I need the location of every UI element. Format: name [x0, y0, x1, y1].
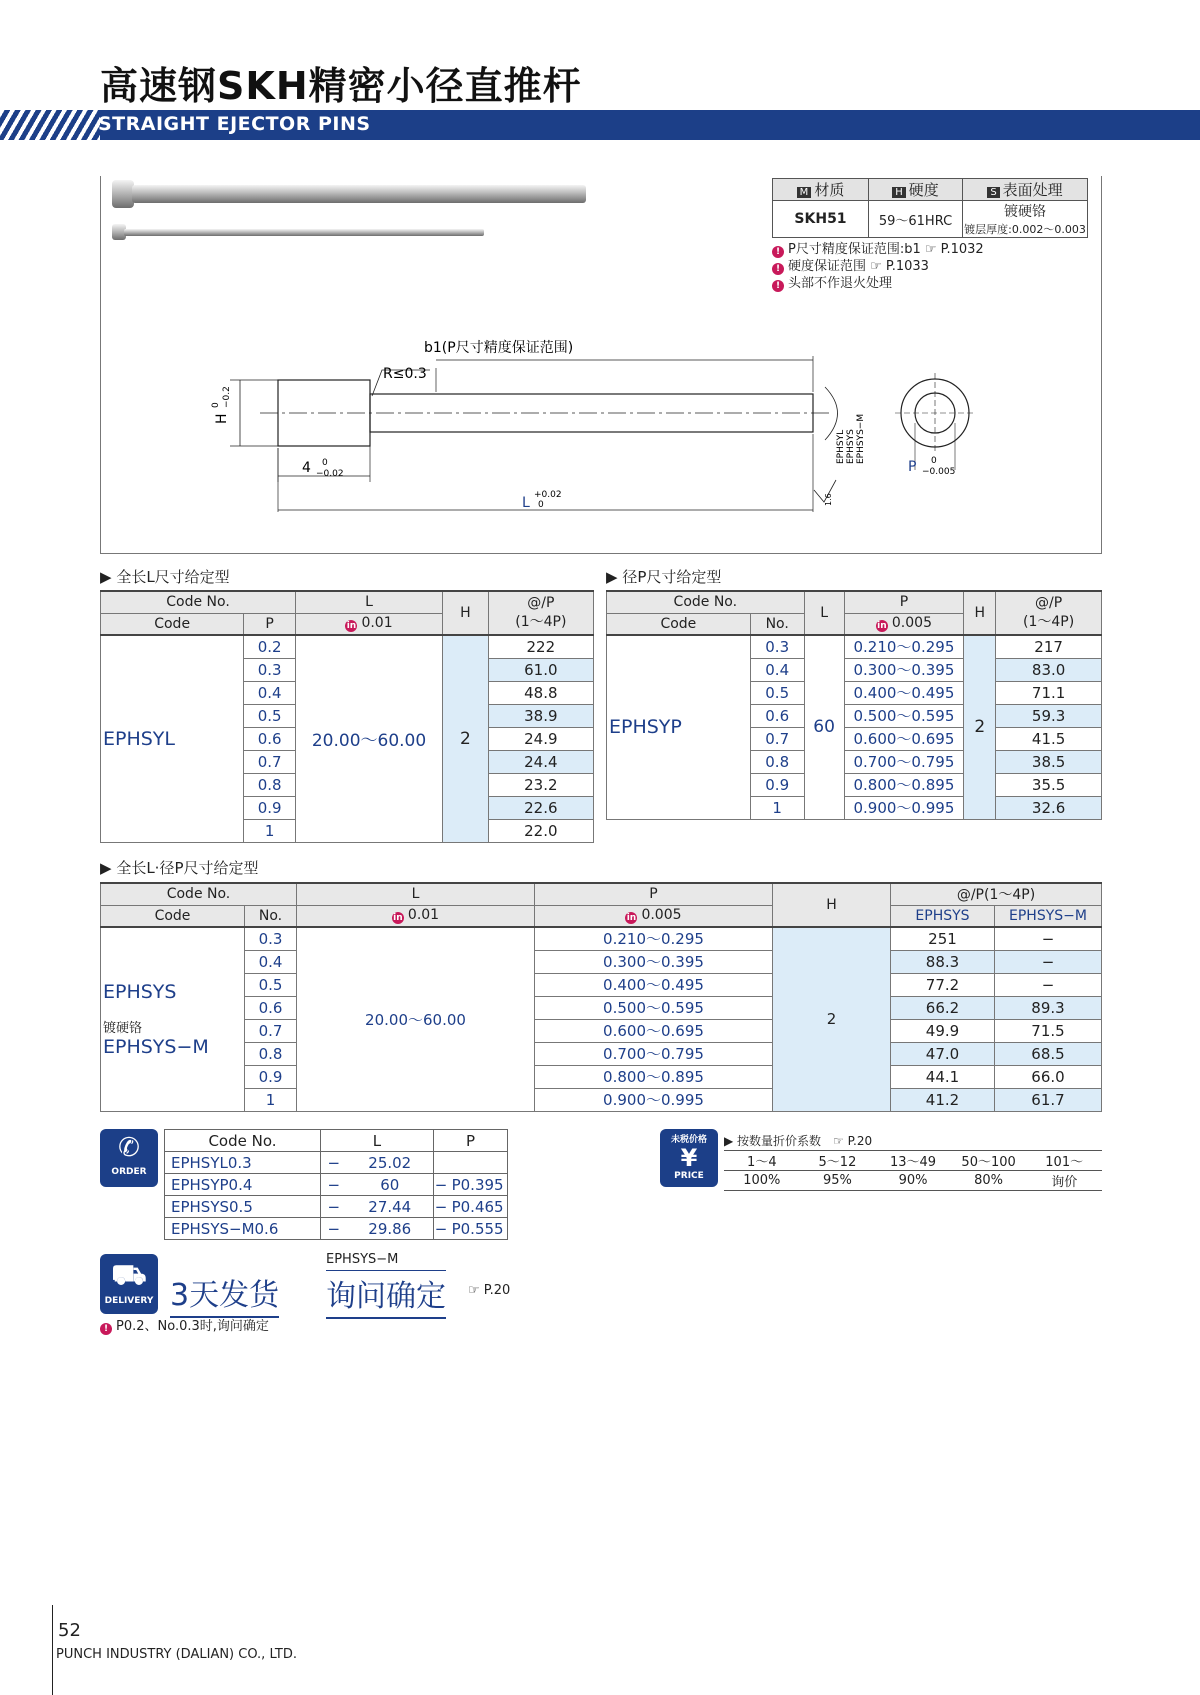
series-label-3: EPHSYS−M — [856, 413, 866, 464]
spec-surface-cell — [963, 201, 1088, 238]
t3-l-value: 20.00～60.00 — [297, 927, 535, 1111]
b1-label: b1(P尺寸精度保证范围) — [424, 340, 574, 356]
t3-chrome-label: 镀硬铬 — [103, 1020, 143, 1036]
order-p: P0.465 — [448, 1196, 507, 1218]
delivery-note — [100, 1318, 269, 1335]
spec-table — [772, 178, 1088, 238]
surface-icon: S — [987, 187, 999, 198]
t3-price-ephsys-value: 251 — [891, 927, 995, 950]
t3-code-ephsys: EPHSYS — [103, 980, 177, 1003]
t1-h-header: H — [443, 591, 489, 635]
t2-no-value: 0.6 — [750, 704, 804, 727]
material-icon: M — [797, 187, 812, 198]
table-row — [101, 973, 1102, 996]
order-row — [165, 1218, 508, 1240]
l-label: L — [522, 495, 530, 511]
t3-price-header: @/P(1～4P) — [891, 883, 1102, 905]
t2-no-value: 0.5 — [750, 681, 804, 704]
t2-code: EPHSYP — [607, 635, 751, 819]
attention-icon: ! — [772, 246, 784, 258]
t2-price-value: 83.0 — [996, 658, 1102, 681]
spec-header-hardness-label: 硬度 — [908, 181, 939, 199]
page-subtitle: STRAIGHT EJECTOR PINS — [98, 113, 371, 135]
radius-label: R≤0.3 — [383, 366, 427, 382]
t2-p-tol-value: 0.005 — [891, 615, 932, 632]
table-row — [101, 996, 1102, 1019]
discount-rate: 100% — [724, 1171, 800, 1191]
order-dash-l: − — [321, 1196, 347, 1218]
t2-code-header: Code — [607, 613, 751, 635]
discount-qty: 101～ — [1026, 1151, 1102, 1171]
t2-price-value: 41.5 — [996, 727, 1102, 750]
price-badge-top: 未税价格 — [670, 1135, 707, 1145]
delivery-m-label: EPHSYS−M — [326, 1252, 399, 1267]
t3-code-cell — [101, 927, 245, 1111]
t1-l-tol-value: 0.01 — [361, 615, 393, 632]
yen-icon: ¥ — [680, 1144, 698, 1172]
table-row — [101, 950, 1102, 973]
t3-l-tol — [297, 905, 535, 927]
pin-photos — [108, 178, 608, 248]
order-header-l: L — [321, 1130, 434, 1152]
t1-p-value: 0.4 — [244, 681, 296, 704]
t1-price-qty: (1～4P) — [515, 614, 567, 630]
note-3 — [772, 275, 984, 292]
t3-p-value: 0.300～0.395 — [535, 950, 773, 973]
t1-p-value: 0.6 — [244, 727, 296, 750]
t1-price-value: 23.2 — [488, 773, 593, 796]
table-row — [607, 635, 1102, 658]
t1-p-header: P — [244, 613, 296, 635]
t3-no-value: 0.6 — [245, 996, 297, 1019]
t3-p-value: 0.210～0.295 — [535, 927, 773, 950]
t2-p-value: 0.800～0.895 — [844, 773, 964, 796]
spec-surface: 镀硬铬 — [1004, 204, 1046, 220]
tolerance-icon: in — [877, 621, 887, 632]
tolerance-icon: in — [626, 913, 637, 924]
t3-l-tol-value: 0.01 — [407, 907, 440, 924]
spec-header-material-label: 材质 — [814, 181, 845, 199]
note-3-text: 头部不作退火处理 — [788, 276, 893, 291]
note-2 — [772, 258, 984, 275]
t1-p-value: 0.9 — [244, 796, 296, 819]
head-length: 4 — [302, 460, 311, 476]
t3-price-ephsys-m-value: − — [995, 927, 1102, 950]
t3-p-tol — [535, 905, 773, 927]
order-l: 25.02 — [347, 1152, 434, 1174]
table-row — [101, 927, 1102, 950]
t3-h-value: 2 — [773, 927, 891, 1111]
discount-table — [724, 1150, 1102, 1191]
pin-head-large — [112, 180, 134, 208]
order-l: 60 — [347, 1174, 434, 1196]
t2-no-value: 0.7 — [750, 727, 804, 750]
t3-price-ephsys-m-value: 61.7 — [995, 1088, 1102, 1111]
band-stripes — [0, 110, 100, 140]
t1-l-tol — [296, 613, 443, 635]
t2-no-value: 0.8 — [750, 750, 804, 773]
t3-p-value: 0.600～0.695 — [535, 1019, 773, 1042]
table-ephsyp — [606, 590, 1102, 820]
spec-header-surface-label: 表面处理 — [1002, 181, 1063, 199]
p-tol-top: 0 — [931, 456, 937, 466]
company-name: PUNCH INDUSTRY (DALIAN) CO., LTD. — [56, 1647, 297, 1662]
spec-surface-note: 镀层厚度:0.002～0.003 — [964, 223, 1086, 236]
note-2-text: 硬度保证范围 ☞ P.1033 — [788, 259, 929, 274]
section-p-given-label: 径P尺寸给定型 — [622, 568, 722, 586]
t2-no-header: No. — [750, 613, 804, 635]
finish-label: 1.6 — [824, 493, 833, 506]
t2-no-value: 0.9 — [750, 773, 804, 796]
t3-price-ephsys-m-value: 71.5 — [995, 1019, 1102, 1042]
t3-no-value: 0.3 — [245, 927, 297, 950]
t3-price-ephsys-value: 66.2 — [891, 996, 995, 1019]
pin-shaft-small — [124, 229, 484, 236]
truck-icon: ⛟ — [111, 1258, 147, 1291]
t1-p-value: 0.5 — [244, 704, 296, 727]
section-lp-given-label: 全长L·径P尺寸给定型 — [116, 859, 259, 877]
t3-l-header: L — [297, 883, 535, 905]
section-lp-given: ▶ 全长L·径P尺寸给定型 — [100, 859, 259, 877]
t3-price-ephsys-value: 88.3 — [891, 950, 995, 973]
delivery-inquire: 询问确定 — [326, 1270, 446, 1319]
order-p: P0.395 — [448, 1174, 507, 1196]
price-badge — [660, 1129, 718, 1187]
t3-price-ephsys-value: 49.9 — [891, 1019, 995, 1042]
t2-no-value: 0.4 — [750, 658, 804, 681]
notes — [772, 241, 984, 292]
t3-price-ephsys-value: 41.2 — [891, 1088, 995, 1111]
t1-price-value: 24.4 — [488, 750, 593, 773]
t1-code: EPHSYL — [101, 635, 244, 842]
t2-l-value: 60 — [804, 635, 844, 819]
discount-title-text: 按数量折价系数 — [737, 1134, 822, 1148]
t3-p-tol-value: 0.005 — [641, 907, 682, 924]
head-tol-top: 0 — [322, 458, 328, 468]
t3-price-ephsys-m-value: 66.0 — [995, 1065, 1102, 1088]
t1-code-no: Code No. — [101, 591, 296, 613]
t3-price-ephsys-value: 47.0 — [891, 1042, 995, 1065]
order-row — [165, 1196, 508, 1218]
series-label-1: EPHSYL — [836, 429, 846, 464]
discount-qty: 5～12 — [800, 1151, 876, 1171]
t2-price-value: 32.6 — [996, 796, 1102, 819]
table-ephsys — [100, 882, 1102, 1112]
table-row — [101, 1065, 1102, 1088]
discount-rate: 90% — [875, 1171, 951, 1191]
t2-price-label: @/P — [1035, 595, 1063, 611]
t1-price-value: 48.8 — [488, 681, 593, 704]
t3-p-value: 0.900～0.995 — [535, 1088, 773, 1111]
order-dash-p — [433, 1152, 448, 1174]
order-badge-label: ORDER — [111, 1167, 147, 1177]
section-l-given: ▶ 全长L尺寸给定型 — [100, 568, 230, 586]
t2-h-header: H — [964, 591, 996, 635]
t3-h-header: H — [773, 883, 891, 927]
technical-drawing — [200, 330, 1000, 530]
t2-h-value: 2 — [964, 635, 996, 819]
section-l-given-label: 全长L尺寸给定型 — [116, 568, 230, 586]
t1-p-value: 0.8 — [244, 773, 296, 796]
t2-p-value: 0.700～0.795 — [844, 750, 964, 773]
order-badge — [100, 1129, 158, 1187]
table-ephsyl — [100, 590, 594, 843]
phone-icon: ✆ — [118, 1133, 140, 1163]
discount-rate: 询价 — [1026, 1171, 1102, 1191]
section-p-given: ▶ 径P尺寸给定型 — [606, 568, 722, 586]
t1-price-value: 22.0 — [488, 819, 593, 842]
order-dash-p: − — [434, 1219, 448, 1238]
t2-l-header: L — [804, 591, 844, 635]
h-tol-bot: −0.2 — [222, 386, 232, 408]
order-row — [165, 1152, 508, 1174]
t3-price-ephsys-value: 44.1 — [891, 1065, 995, 1088]
t2-price-value: 38.5 — [996, 750, 1102, 773]
delivery-note-text: P0.2、No.0.3时,询问确定 — [116, 1319, 269, 1334]
order-code: EPHSYP0.4 — [165, 1174, 321, 1196]
discount-qty: 50～100 — [951, 1151, 1027, 1171]
t2-p-value: 0.500～0.595 — [844, 704, 964, 727]
order-table — [164, 1129, 508, 1240]
delivery-badge — [100, 1254, 158, 1314]
hardness-icon: H — [892, 187, 906, 198]
t3-p-header: P — [535, 883, 773, 905]
delivery-days: 3天发货 — [170, 1270, 279, 1318]
t3-p-value: 0.800～0.895 — [535, 1065, 773, 1088]
t3-no-header: No. — [245, 905, 297, 927]
page-number: 52 — [58, 1620, 81, 1641]
t2-price-value: 59.3 — [996, 704, 1102, 727]
t2-p-header: P — [844, 591, 964, 613]
discount-rate: 95% — [800, 1171, 876, 1191]
t2-price-value: 71.1 — [996, 681, 1102, 704]
order-dash-p: − — [434, 1197, 448, 1216]
t3-price-ephsys-m-value: − — [995, 950, 1102, 973]
order-dash-l: − — [321, 1174, 347, 1196]
table-row — [101, 1088, 1102, 1111]
t1-code-header: Code — [101, 613, 244, 635]
t1-p-value: 1 — [244, 819, 296, 842]
order-row — [165, 1174, 508, 1196]
price-badge-bottom: PRICE — [674, 1171, 704, 1181]
t3-code-ephsys-m: EPHSYS−M — [103, 1035, 209, 1058]
t3-price-ephsys: EPHSYS — [891, 905, 995, 927]
t3-no-value: 0.5 — [245, 973, 297, 996]
attention-icon: ! — [100, 1323, 112, 1335]
t3-no-value: 0.7 — [245, 1019, 297, 1042]
order-l: 27.44 — [347, 1196, 434, 1218]
t1-l-header: L — [296, 591, 443, 613]
h-label: H — [214, 413, 230, 424]
t1-price-value: 22.6 — [488, 796, 593, 819]
order-header-p: P — [433, 1130, 507, 1152]
attention-icon: ! — [772, 263, 784, 275]
l-tol-bot: 0 — [538, 500, 544, 510]
delivery-badge-label: DELIVERY — [104, 1296, 154, 1306]
t1-price-value: 222 — [488, 635, 593, 658]
order-p: P0.555 — [448, 1218, 507, 1240]
t3-price-ephsys-m-value: − — [995, 973, 1102, 996]
order-dash-p: − — [434, 1175, 448, 1194]
t2-code-no: Code No. — [607, 591, 805, 613]
t2-p-tol — [844, 613, 964, 635]
t3-p-value: 0.500～0.595 — [535, 996, 773, 1019]
tolerance-icon: in — [393, 913, 403, 924]
t3-code-no: Code No. — [101, 883, 297, 905]
spec-header-surface — [963, 179, 1088, 201]
t3-price-ephsys-m-value: 89.3 — [995, 996, 1102, 1019]
p-tol-bot: −0.005 — [922, 467, 956, 477]
note-1-text: P尺寸精度保证范围:b1 ☞ P.1032 — [788, 242, 984, 257]
spec-material: SKH51 — [773, 201, 869, 238]
t3-no-value: 0.9 — [245, 1065, 297, 1088]
series-label-2: EPHSYS — [846, 429, 856, 464]
t2-price-qty: (1～4P) — [1023, 614, 1075, 630]
spec-header-hardness — [869, 179, 963, 201]
spec-header-material — [773, 179, 869, 201]
t2-p-value: 0.900～0.995 — [844, 796, 964, 819]
order-l: 29.86 — [347, 1218, 434, 1240]
discount-qty: 13～49 — [875, 1151, 951, 1171]
t2-price-value: 35.5 — [996, 773, 1102, 796]
t2-no-value: 1 — [750, 796, 804, 819]
t1-p-value: 0.7 — [244, 750, 296, 773]
attention-icon: ! — [772, 280, 784, 292]
t1-price-label: @/P — [527, 595, 555, 611]
pin-shaft-large — [132, 185, 586, 203]
t3-price-ephsys-value: 77.2 — [891, 973, 995, 996]
order-code: EPHSYS0.5 — [165, 1196, 321, 1218]
footer-rule — [52, 1605, 53, 1695]
discount-ref: ☞ P.20 — [833, 1134, 873, 1148]
order-p — [448, 1152, 507, 1174]
t1-p-value: 0.3 — [244, 658, 296, 681]
order-dash-l: − — [321, 1218, 347, 1240]
t2-p-value: 0.300～0.395 — [844, 658, 964, 681]
t3-p-value: 0.400～0.495 — [535, 973, 773, 996]
t3-price-ephsys-m-value: 68.5 — [995, 1042, 1102, 1065]
delivery-ref: ☞ P.20 — [468, 1283, 511, 1298]
order-header-code: Code No. — [165, 1130, 321, 1152]
t3-no-value: 0.8 — [245, 1042, 297, 1065]
table-row — [101, 1042, 1102, 1065]
t2-price-value: 217 — [996, 635, 1102, 658]
t2-no-value: 0.3 — [750, 635, 804, 658]
t3-p-value: 0.700～0.795 — [535, 1042, 773, 1065]
t3-price-ephsys-m: EPHSYS−M — [995, 905, 1102, 927]
tolerance-icon: in — [346, 621, 357, 632]
spec-hardness: 59～61HRC — [869, 201, 963, 238]
head-tol-bot: −0.02 — [316, 469, 344, 479]
order-code: EPHSYS−M0.6 — [165, 1218, 321, 1240]
discount-qty: 1～4 — [724, 1151, 800, 1171]
t3-no-value: 1 — [245, 1088, 297, 1111]
table-row — [101, 635, 594, 658]
t2-p-value: 0.600～0.695 — [844, 727, 964, 750]
discount-title: ▶ 按数量折价系数 ☞ P.20 — [724, 1134, 873, 1148]
order-code: EPHSYL0.3 — [165, 1152, 321, 1174]
t1-price-value: 61.0 — [488, 658, 593, 681]
discount-rate: 80% — [951, 1171, 1027, 1191]
note-1 — [772, 241, 984, 258]
t1-h-value: 2 — [443, 635, 489, 842]
p-label: P — [908, 459, 917, 475]
t1-l-value: 20.00～60.00 — [296, 635, 443, 842]
l-tol-top: +0.02 — [534, 490, 562, 500]
table-row — [101, 1019, 1102, 1042]
t3-no-value: 0.4 — [245, 950, 297, 973]
order-dash-l: − — [321, 1152, 347, 1174]
t2-price-header — [996, 591, 1102, 635]
t2-p-value: 0.400～0.495 — [844, 681, 964, 704]
t1-p-value: 0.2 — [244, 635, 296, 658]
t1-price-value: 24.9 — [488, 727, 593, 750]
t3-code-header: Code — [101, 905, 245, 927]
t2-p-value: 0.210～0.295 — [844, 635, 964, 658]
h-tol-top: 0 — [211, 402, 221, 408]
pin-head-small — [112, 224, 126, 240]
t1-price-value: 38.9 — [488, 704, 593, 727]
t1-price-header — [488, 591, 593, 635]
page-title: 高速钢SKH精密小径直推杆 — [100, 64, 582, 108]
